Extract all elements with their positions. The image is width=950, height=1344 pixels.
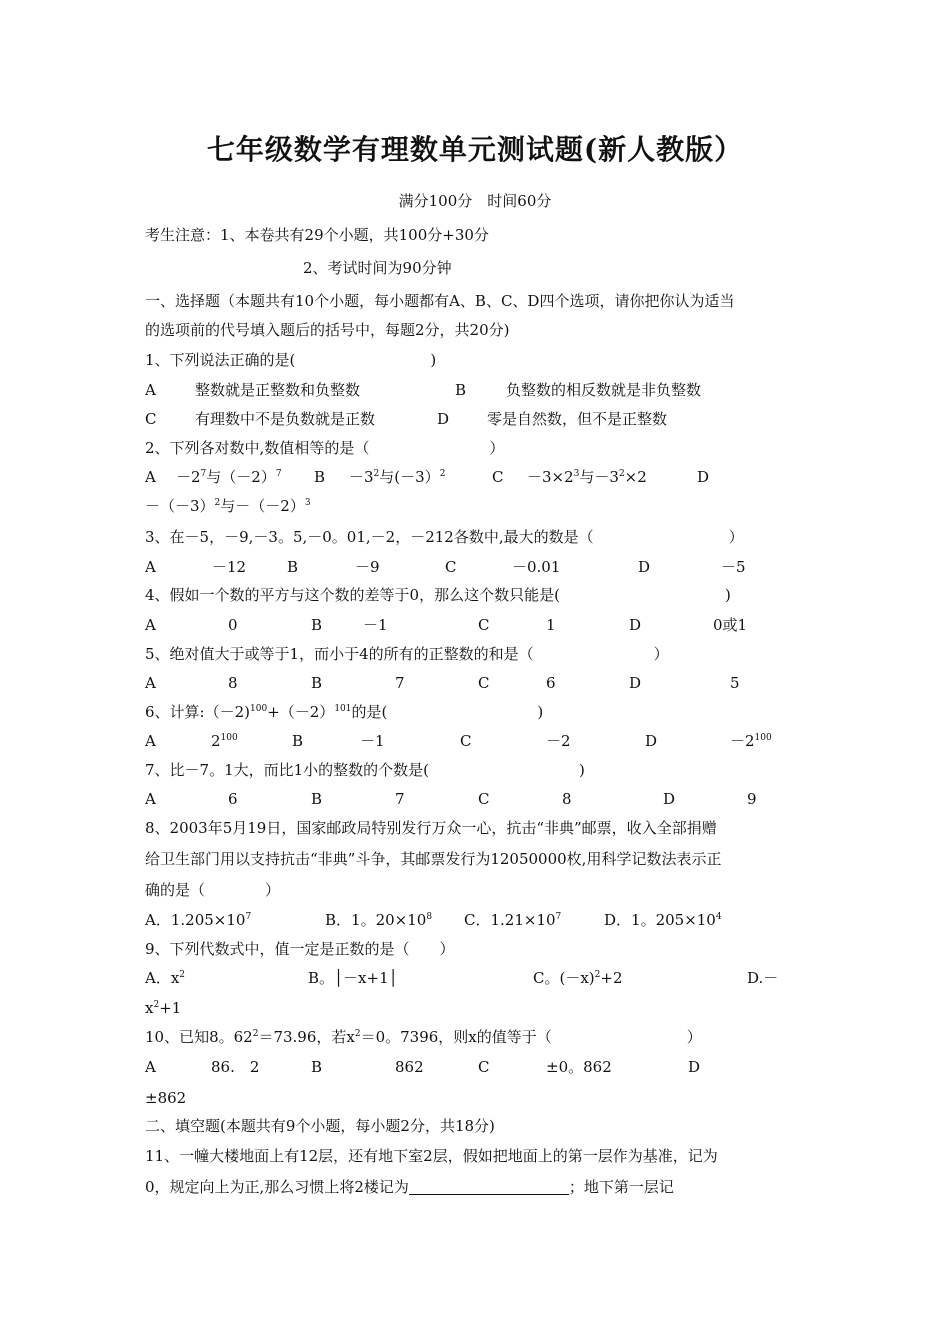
option-text: 有理数中不是负数就是正数 [195,410,376,428]
option-value: －12 [212,558,247,576]
option-text: C．$1.21\times 10^7$ [464,911,562,929]
option-label: B [311,1058,323,1076]
option-value: $-2^{100}$ [730,732,772,750]
question-6-stem: 6、计算$:(-2)^{100}+(-2)^{101}$的是( ) [145,703,544,721]
option-label: D [663,790,676,808]
option-label: C [492,468,504,486]
option-value: 7 [395,674,405,692]
option-text: $-3^2$与(－3）$^2$ [349,468,446,486]
option-value: 86. 2 [211,1058,260,1076]
option-label: D [629,616,642,634]
option-text: A．$x^2$ [145,969,186,987]
option-label: B [311,616,323,634]
option-text: D.－ [747,969,779,987]
option-label: B [292,732,304,750]
option-label: C [145,410,157,428]
question-1-stem: 1、下列说法正确的是( ) [145,351,437,369]
answer-blank[interactable] [409,1178,569,1195]
question-10-stem: 10、已知8。$62^2=73.96$，若$x^2=0$。7396，则x的值等于（ ） [145,1028,702,1046]
option-text: C。$(-x)^2+2$ [533,969,623,987]
score-time-line: 满分100分 时间60分 [398,192,552,210]
option-label: A [145,790,156,808]
option-label: C [478,616,490,634]
option-text: $-2^7$与$(-2)^7$ [176,468,282,486]
option-text: $x^2+1$ [145,999,182,1017]
option-value: ±0。862 [546,1058,612,1076]
option-value: 7 [395,790,405,808]
option-value: －0.01 [512,558,561,576]
question-8-stem-line-3: 确的是（ ） [145,881,281,899]
question-11-line-2: 0，规定向上为正,那么习惯上将2楼记为 ；地下第一层记 [145,1178,674,1196]
option-label: A [145,1058,156,1076]
option-value: ±862 [145,1089,187,1107]
option-value: －1 [360,732,385,750]
option-text: 负整数的相反数就是非负整数 [506,381,702,399]
question-9-stem: 9、下列代数式中，值一定是正数的是（ ） [145,940,455,958]
question-11-line-1: 11、一幢大楼地面上有12层，还有地下室2层，假如把地面上的第一层作为基准，记为 [145,1147,718,1165]
option-label: D [688,1058,701,1076]
option-value: －2 [546,732,571,750]
option-value: －9 [355,558,380,576]
section-1-heading-cont: 的选项前的代号填入题后的括号中，每题2分，共20分) [145,321,510,339]
option-text: $-(-3)^2$与$-(-2)^3$ [145,497,311,515]
section-2-heading: 二、填空题(本题共有9个小题，每小题2分，共18分) [145,1117,495,1135]
option-value: －1 [363,616,388,634]
option-value: 862 [395,1058,424,1076]
question-8-stem-line-1: 8、2003年5月19日，国家邮政局特别发行万众一心，抗击“非典”邮票，收入全部捐赠 [145,819,717,837]
section-1-heading: 一、选择题（本题共有10个小题，每小题都有A、B、C、D四个选项，请你把你认为适当 [145,292,735,310]
option-label: D [697,468,710,486]
option-value: －5 [721,558,746,576]
option-label: B [311,674,323,692]
question-3-stem: 3、在－5，－9,－3。5,－0。01,－2，－212各数中,最大的数是（ ） [145,528,744,546]
option-value: 0或1 [713,616,748,634]
question-8-stem-line-2: 给卫生部门用以支持抗击“非典”斗争，其邮票发行为12050000枚,用科学记数法表示正 [145,850,722,868]
option-label: D [437,410,450,428]
option-label: B [311,790,323,808]
option-label: B [314,468,326,486]
option-value: 9 [747,790,757,808]
option-text: 整数就是正整数和负整数 [195,381,361,399]
option-label: D [645,732,658,750]
option-value: 1 [546,616,556,634]
option-label: B [455,381,467,399]
notice-line-1: 考生注意：1、本卷共有29个小题，共100分+30分 [145,226,489,244]
option-label: C [478,790,490,808]
option-text: B．1。$20\times 10^8$ [325,911,433,929]
option-value: 6 [546,674,556,692]
option-label: B [287,558,299,576]
notice-line-2: 2、考试时间为90分钟 [303,259,452,277]
question-7-stem: 7、比－7。1大，而比1小的整数的个数是( ) [145,761,585,779]
option-value: $2^{100}$ [211,732,238,750]
option-label: A [145,732,156,750]
option-label: A [145,381,156,399]
option-value: 8 [562,790,572,808]
option-label: D [629,674,642,692]
option-text: 零是自然数，但不是正整数 [487,410,668,428]
option-value: 5 [730,674,740,692]
question-4-stem: 4、假如一个数的平方与这个数的差等于0，那么这个数只能是( ) [145,586,731,604]
option-label: C [478,674,490,692]
question-5-stem: 5、绝对值大于或等于1，而小于4的所有的正整数的和是（ ） [145,645,669,663]
option-text: $-3\times 2^3$与$-3^2\times 2$ [527,468,647,486]
option-value: 8 [228,674,238,692]
option-label: A [145,558,156,576]
option-text: A．$1.205\times 10^7$ [145,911,252,929]
option-text: D．1。$205\times 10^4$ [604,911,722,929]
option-label: A [145,468,156,486]
option-label: A [145,674,156,692]
option-label: A [145,616,156,634]
option-value: 6 [228,790,238,808]
option-label: C [445,558,457,576]
option-label: C [478,1058,490,1076]
page-title: 七年级数学有理数单元测试题(新人教版） [206,133,744,166]
option-text: B。│－x+1│ [308,969,398,987]
option-value: 0 [228,616,238,634]
question-2-stem: 2、下列各对数中,数值相等的是（ ） [145,439,505,457]
option-label: D [638,558,651,576]
option-label: C [460,732,472,750]
